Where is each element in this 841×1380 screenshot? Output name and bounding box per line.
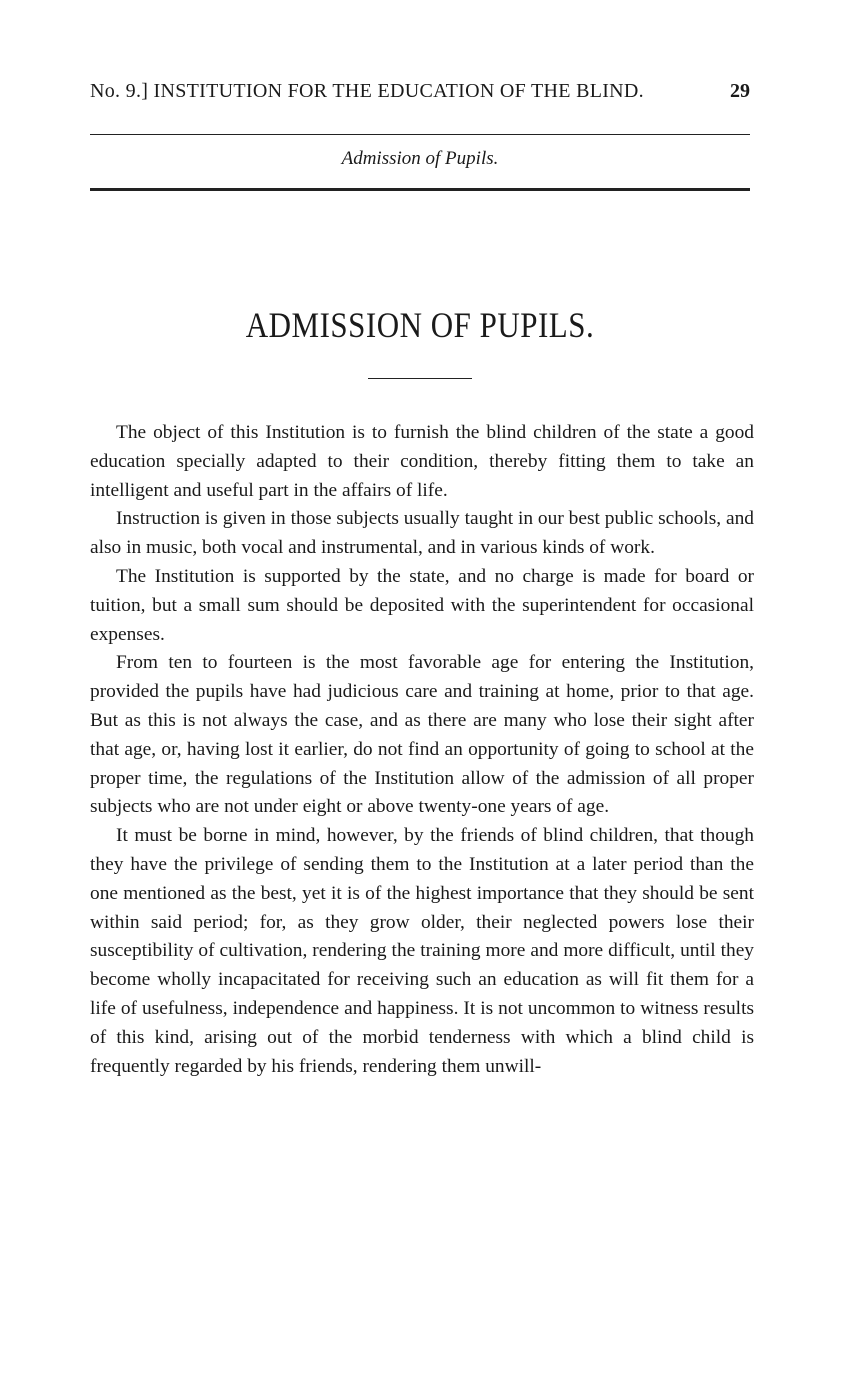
page-number: 29 [730,80,750,102]
header-rule-top [90,134,750,135]
paragraph: It must be borne in mind, however, by the friends of blind children, that though they have the privilege of sending them to the Institution at a later period than the one mentioned as the best, yet it is of the highest importance that they should be sent within said period; for, as they grow older, their neglected powers lose their susceptibility of cultivation, rendering the training more and more difficult, until they become wholly incapacitated for receiving such an education as will fit them for a life of usefulness, independence and happiness. It is not uncommon to witness results of this kind, arising out of the morbid tenderness with which a blind child is frequently regarded by his friends, rendering them unwill- [90,825,754,1077]
heading-divider [368,378,472,379]
body-text [90,419,754,1081]
running-head [90,80,750,110]
paragraph: Instruction is given in those subjects usually taught in our best public schools, and also in music, both vocal and instrumental, and in various kinds of work. [90,508,754,559]
running-head-title: No. 9.] INSTITUTION FOR THE EDUCATION OF THE BLIND. [90,80,644,102]
paragraph: The Institution is supported by the state, and no charge is made for board or tuition, but a small sum should be deposited with the superintendent for occasional expenses. [90,565,754,645]
header-rule-bottom [90,188,750,191]
section-title: Admission of Pupils. [341,148,499,169]
paragraph: The object of this Institution is to furnish the blind children of the state a good education specially adapted to their condition, thereby fitting them to take an intelligent and useful part in the affairs of life. [90,422,754,501]
chapter-heading: ADMISSION OF PUPILS. [245,305,595,346]
paragraph: From ten to fourteen is the most favorable age for entering the Institution, provided the pupils have had judicious care and training at home, prior to that age. But as this is not always the case, and as there are many who lose their sight after that age, or, having lost it earlier, do not find an opportunity of going to school at the proper time, the regulations of the Institution allow of the admission of all proper subjects who are not under eight or above twenty-one years of age. [90,652,754,818]
